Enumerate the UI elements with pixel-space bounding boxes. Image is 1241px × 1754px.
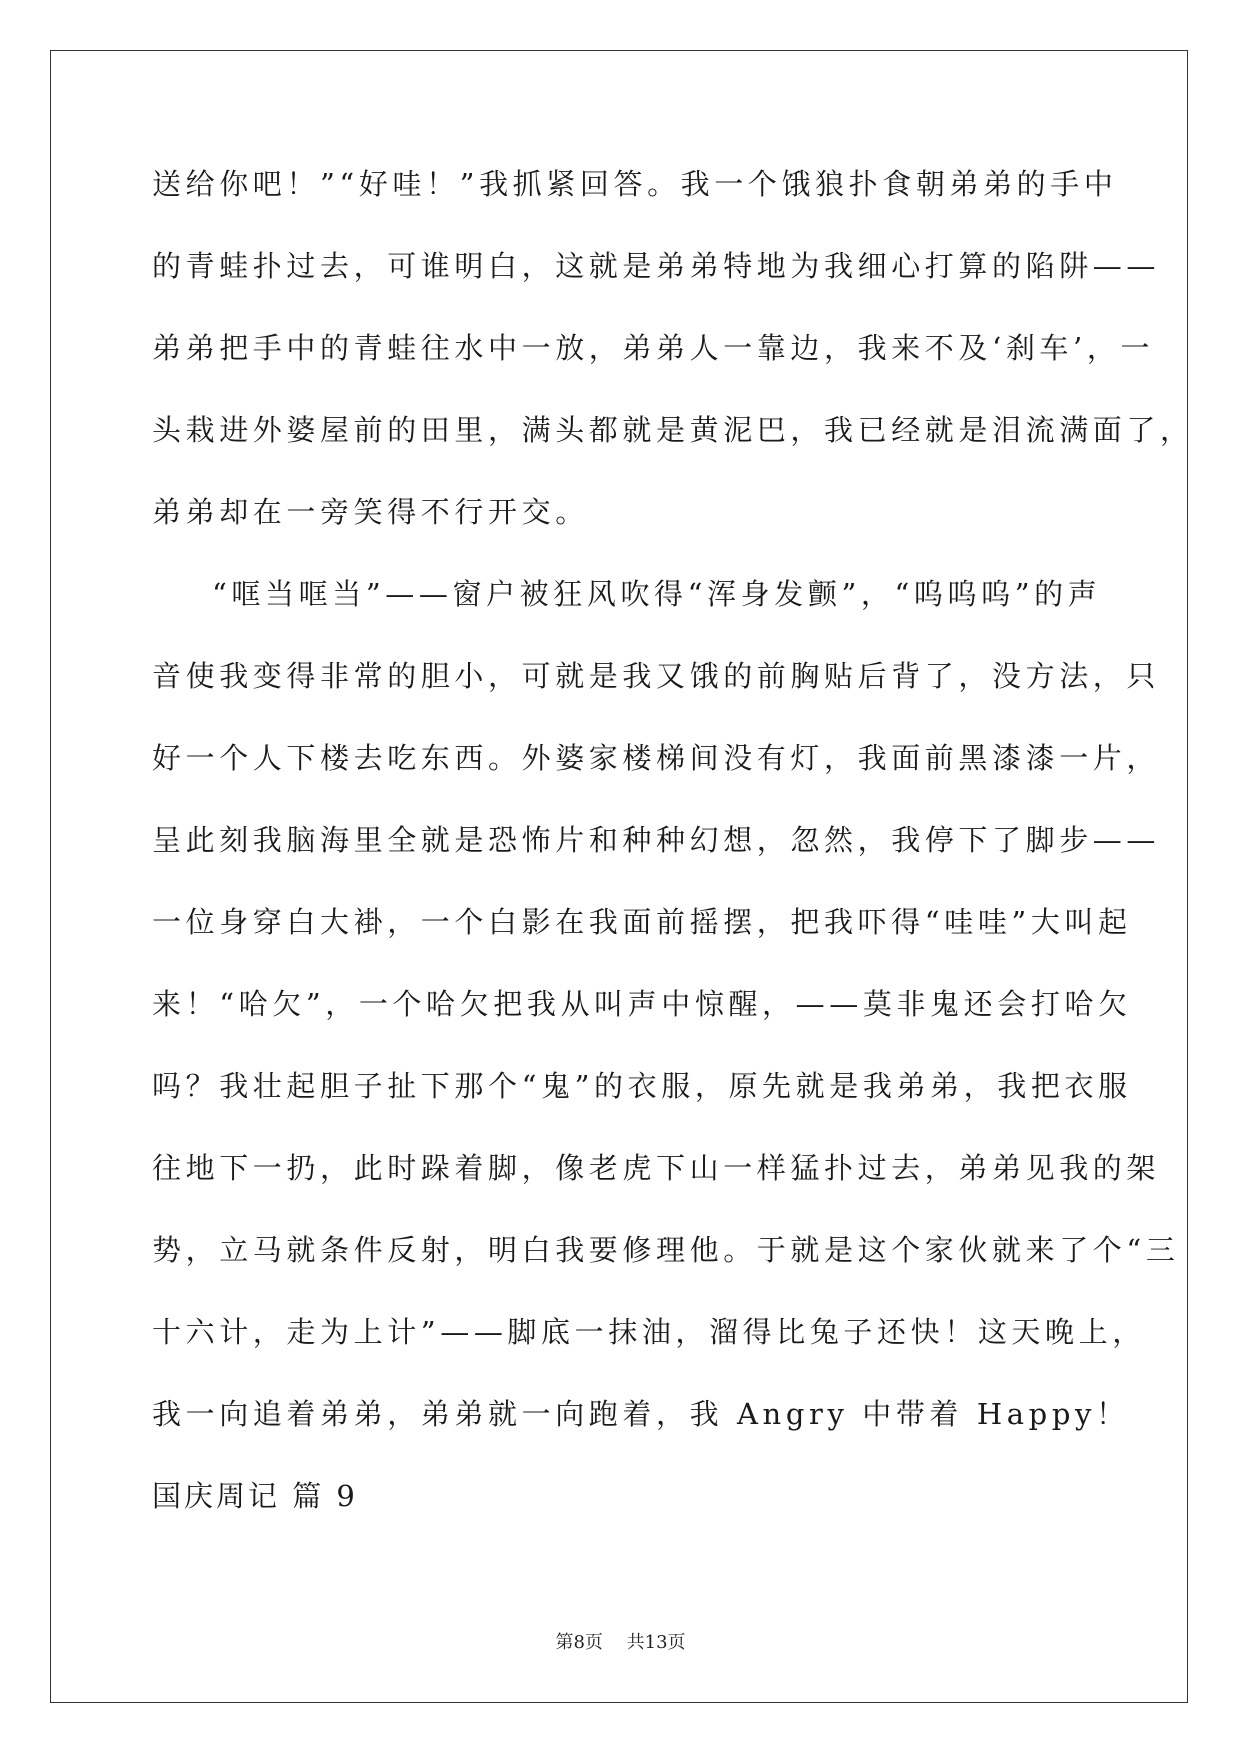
text-line: 往地下一扔，此时跺着脚，像老虎下山一样猛扑过去，弟弟见我的架 [152,1151,1161,1185]
text-line: 势，立马就条件反射，明白我要修理他。于就是这个家伙就来了个“三 [152,1233,1180,1267]
text-line: 吗？我壮起胆子扯下那个“鬼”的衣服，原先就是我弟弟，我把衣服 [152,1069,1132,1103]
text-line: 十六计，走为上计”——脚底一抹油，溜得比兔子还快！这天晚上， [152,1315,1146,1349]
paragraph-2 [152,572,1180,1474]
text-line: 送给你吧！”“好哇！”我抓紧回答。我一个饿狼扑食朝弟弟的手中 [152,167,1118,201]
paragraph-1 [152,162,1194,572]
text-line: 弟弟把手中的青蛙往水中一放，弟弟人一靠边，我来不及‘刹车’，一 [152,331,1155,365]
page-number: 第8页 [555,1632,603,1653]
document-body [152,162,1194,1518]
text-line: 我一向追着弟弟，弟弟就一向跑着，我 Angry 中带着 Happy！ [152,1397,1130,1431]
page-total: 共13页 [626,1632,686,1653]
text-line: 来！“哈欠”，一个哈欠把我从叫声中惊醒，——莫非鬼还会打哈欠 [152,987,1132,1021]
text-line: 好一个人下楼去吃东西。外婆家楼梯间没有灯，我面前黑漆漆一片， [152,741,1161,775]
text-line: 弟弟却在一旁笑得不行开交。 [152,495,589,529]
page-footer [0,1628,1241,1654]
text-line: 一位身穿白大褂，一个白影在我面前摇摆，把我吓得“哇哇”大叫起 [152,905,1132,939]
section-heading: 国庆周记 篇 9 [152,1479,358,1513]
text-line: 音使我变得非常的胆小，可就是我又饿的前胸贴后背了，没方法，只 [152,659,1161,693]
text-line: 头栽进外婆屋前的田里，满头都就是黄泥巴，我已经就是泪流满面了， [152,413,1194,447]
text-line: 呈此刻我脑海里全就是恐怖片和种种幻想，忽然，我停下了脚步—— [152,823,1161,857]
text-line: 的青蛙扑过去，可谁明白，这就是弟弟特地为我细心打算的陷阱—— [152,249,1161,283]
text-line: “哐当哐当”——窗户被狂风吹得“浑身发颤”，“呜呜呜”的声 [212,577,1102,611]
